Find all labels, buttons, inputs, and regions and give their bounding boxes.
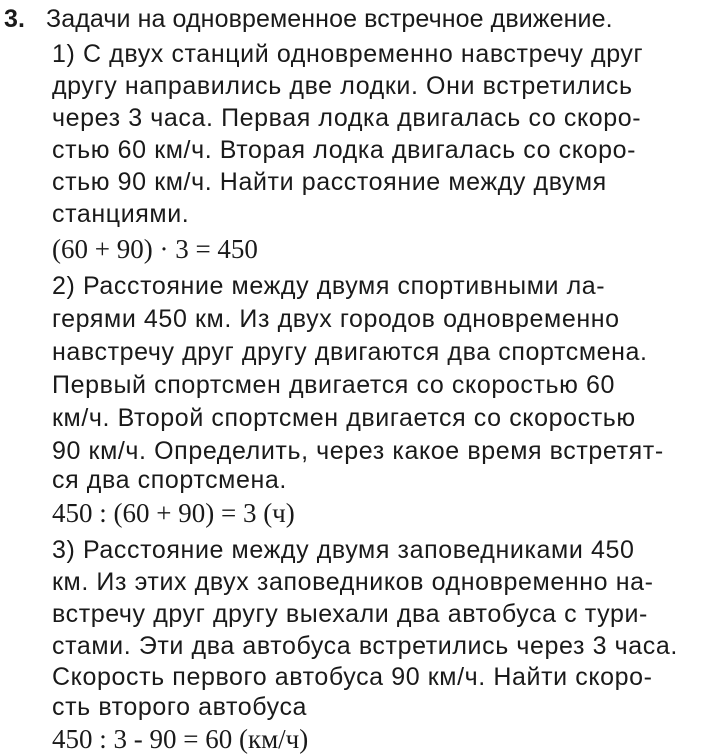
problem-2-line-4: Первый спортсмен двигается со скоростью 60 xyxy=(52,371,616,399)
problem-1-line-4: стью 60 км/ч. Вторая лодка двигалась со скоро- xyxy=(52,136,637,164)
problem-1-line-6: станциями. xyxy=(52,200,190,228)
problem-2-line-2: герями 450 км. Из двух городов одновременно xyxy=(52,305,620,333)
problem-3-solution: 450 : 3 - 90 = 60 (км/ч) xyxy=(52,724,309,754)
section-heading xyxy=(4,2,613,36)
problem-2-line-6: 90 км/ч. Определить, через какое время встретят- xyxy=(52,437,664,465)
problem-1-line-5: стью 90 км/ч. Найти расстояние между двумя xyxy=(52,168,607,196)
problem-1-line-3: через 3 часа. Первая лодка двигалась со скоро- xyxy=(52,104,642,132)
problem-3-line-4: стами. Эти два автобуса встретились через 3 часа. xyxy=(52,632,678,660)
problem-2-line-7: ся два спортсмена. xyxy=(52,466,287,494)
problem-2-solution: 450 : (60 + 90) = 3 (ч) xyxy=(52,498,295,528)
problem-1-solution: (60 + 90) · 3 = 450 xyxy=(52,234,258,264)
problem-3-line-2: км. Из этих двух заповедников одновременно на- xyxy=(52,568,654,596)
section-number: 3. xyxy=(4,5,26,33)
problem-1-line-1: 1) С двух станций одновременно навстречу друг xyxy=(52,40,644,68)
problem-3-line-6: сть второго автобуса xyxy=(52,693,308,721)
section-title: Задачи на одновременное встречное движение. xyxy=(46,5,613,33)
problem-3-line-5: Скорость первого автобуса 90 км/ч. Найти скоро- xyxy=(52,663,653,691)
problem-3-line-3: встречу друг другу выехали два автобуса с тури- xyxy=(52,600,648,628)
problem-2-line-1: 2) Расстояние между двумя спортивными ла- xyxy=(52,272,606,300)
problem-3-line-1: 3) Расстояние между двумя заповедниками 450 xyxy=(52,536,635,564)
problem-2-line-3: навстречу друг другу двигаются два спортсмена. xyxy=(52,338,648,366)
problem-2-line-5: км/ч. Второй спортсмен двигается со скоростью xyxy=(52,404,636,432)
problem-1-line-2: другу направились две лодки. Они встретились xyxy=(52,72,633,100)
